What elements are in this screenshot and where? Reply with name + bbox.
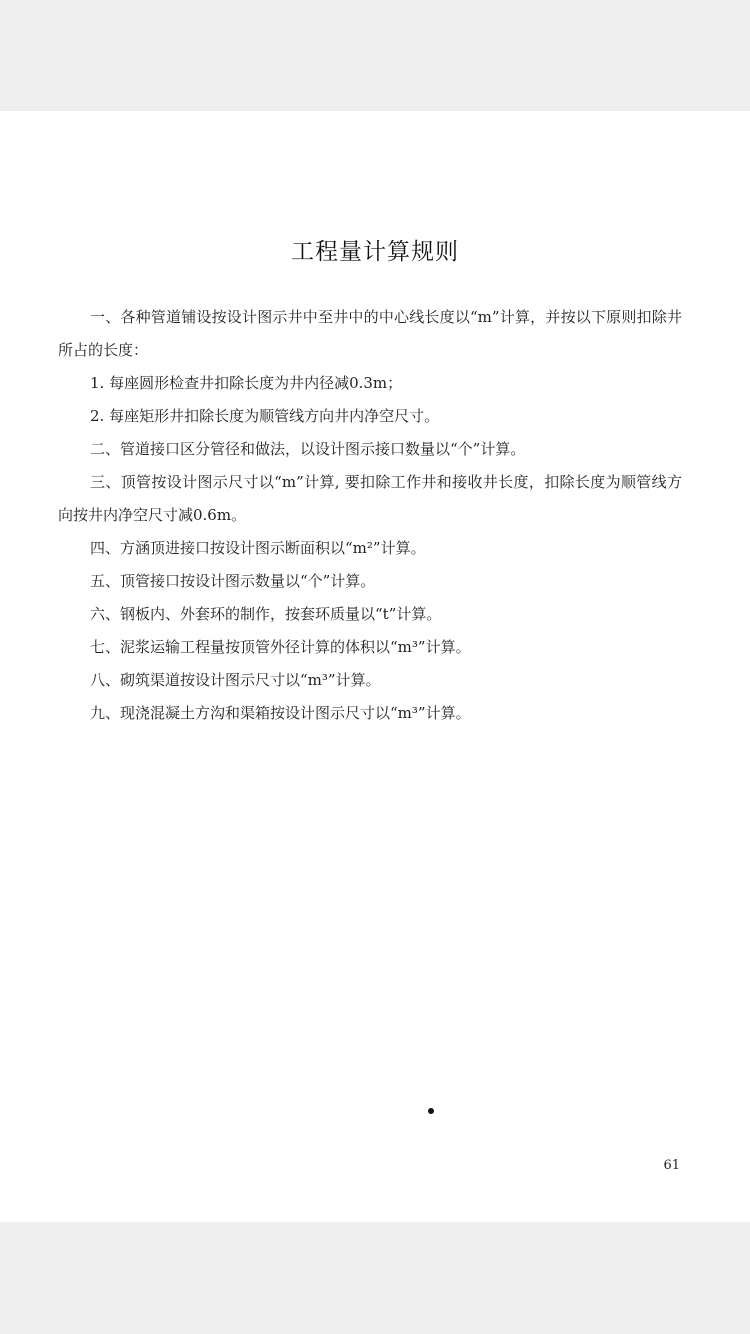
- document-page: [0, 111, 750, 1222]
- rule-paragraph-4: 四、方涵顶进接口按设计图示断面积以“m²”计算。: [90, 539, 426, 557]
- rule-subitem-2: 2. 每座矩形井扣除长度为顺管线方向井内净空尺寸。: [90, 407, 440, 425]
- rule-paragraph-9: 九、现浇混凝土方沟和渠箱按设计图示尺寸以“m³”计算。: [90, 704, 471, 722]
- rule-paragraph-2: 二、管道接口区分管径和做法，以设计图示接口数量以“个”计算。: [90, 440, 526, 458]
- bottom-viewer-margin: [0, 1222, 750, 1334]
- rule-paragraph-8: 八、砌筑渠道按设计图示尺寸以“m³”计算。: [90, 671, 381, 689]
- rule-paragraph-6: 六、钢板内、外套环的制作，按套环质量以“t”计算。: [90, 605, 442, 623]
- rules-body: [58, 301, 682, 730]
- page-number: 61: [663, 1158, 680, 1173]
- page-title: 工程量计算规则: [291, 239, 459, 265]
- rule-paragraph-1: 一、各种管道铺设按设计图示井中至井中的中心线长度以“m”计算，并按以下原则扣除井所占的长度：: [58, 308, 682, 359]
- dot-mark: [428, 1108, 434, 1114]
- top-viewer-margin: [0, 0, 750, 111]
- rule-paragraph-5: 五、顶管接口按设计图示数量以“个”计算。: [90, 572, 376, 590]
- rule-paragraph-3: 三、顶管按设计图示尺寸以“m”计算, 要扣除工作井和接收井长度，扣除长度为顺管线方向按井内净空尺寸减0.6m。: [58, 473, 682, 524]
- rule-paragraph-7: 七、泥浆运输工程量按顶管外径计算的体积以“m³”计算。: [90, 638, 471, 656]
- rule-subitem-1: 1. 每座圆形检查井扣除长度为井内径减0.3m；: [90, 374, 403, 392]
